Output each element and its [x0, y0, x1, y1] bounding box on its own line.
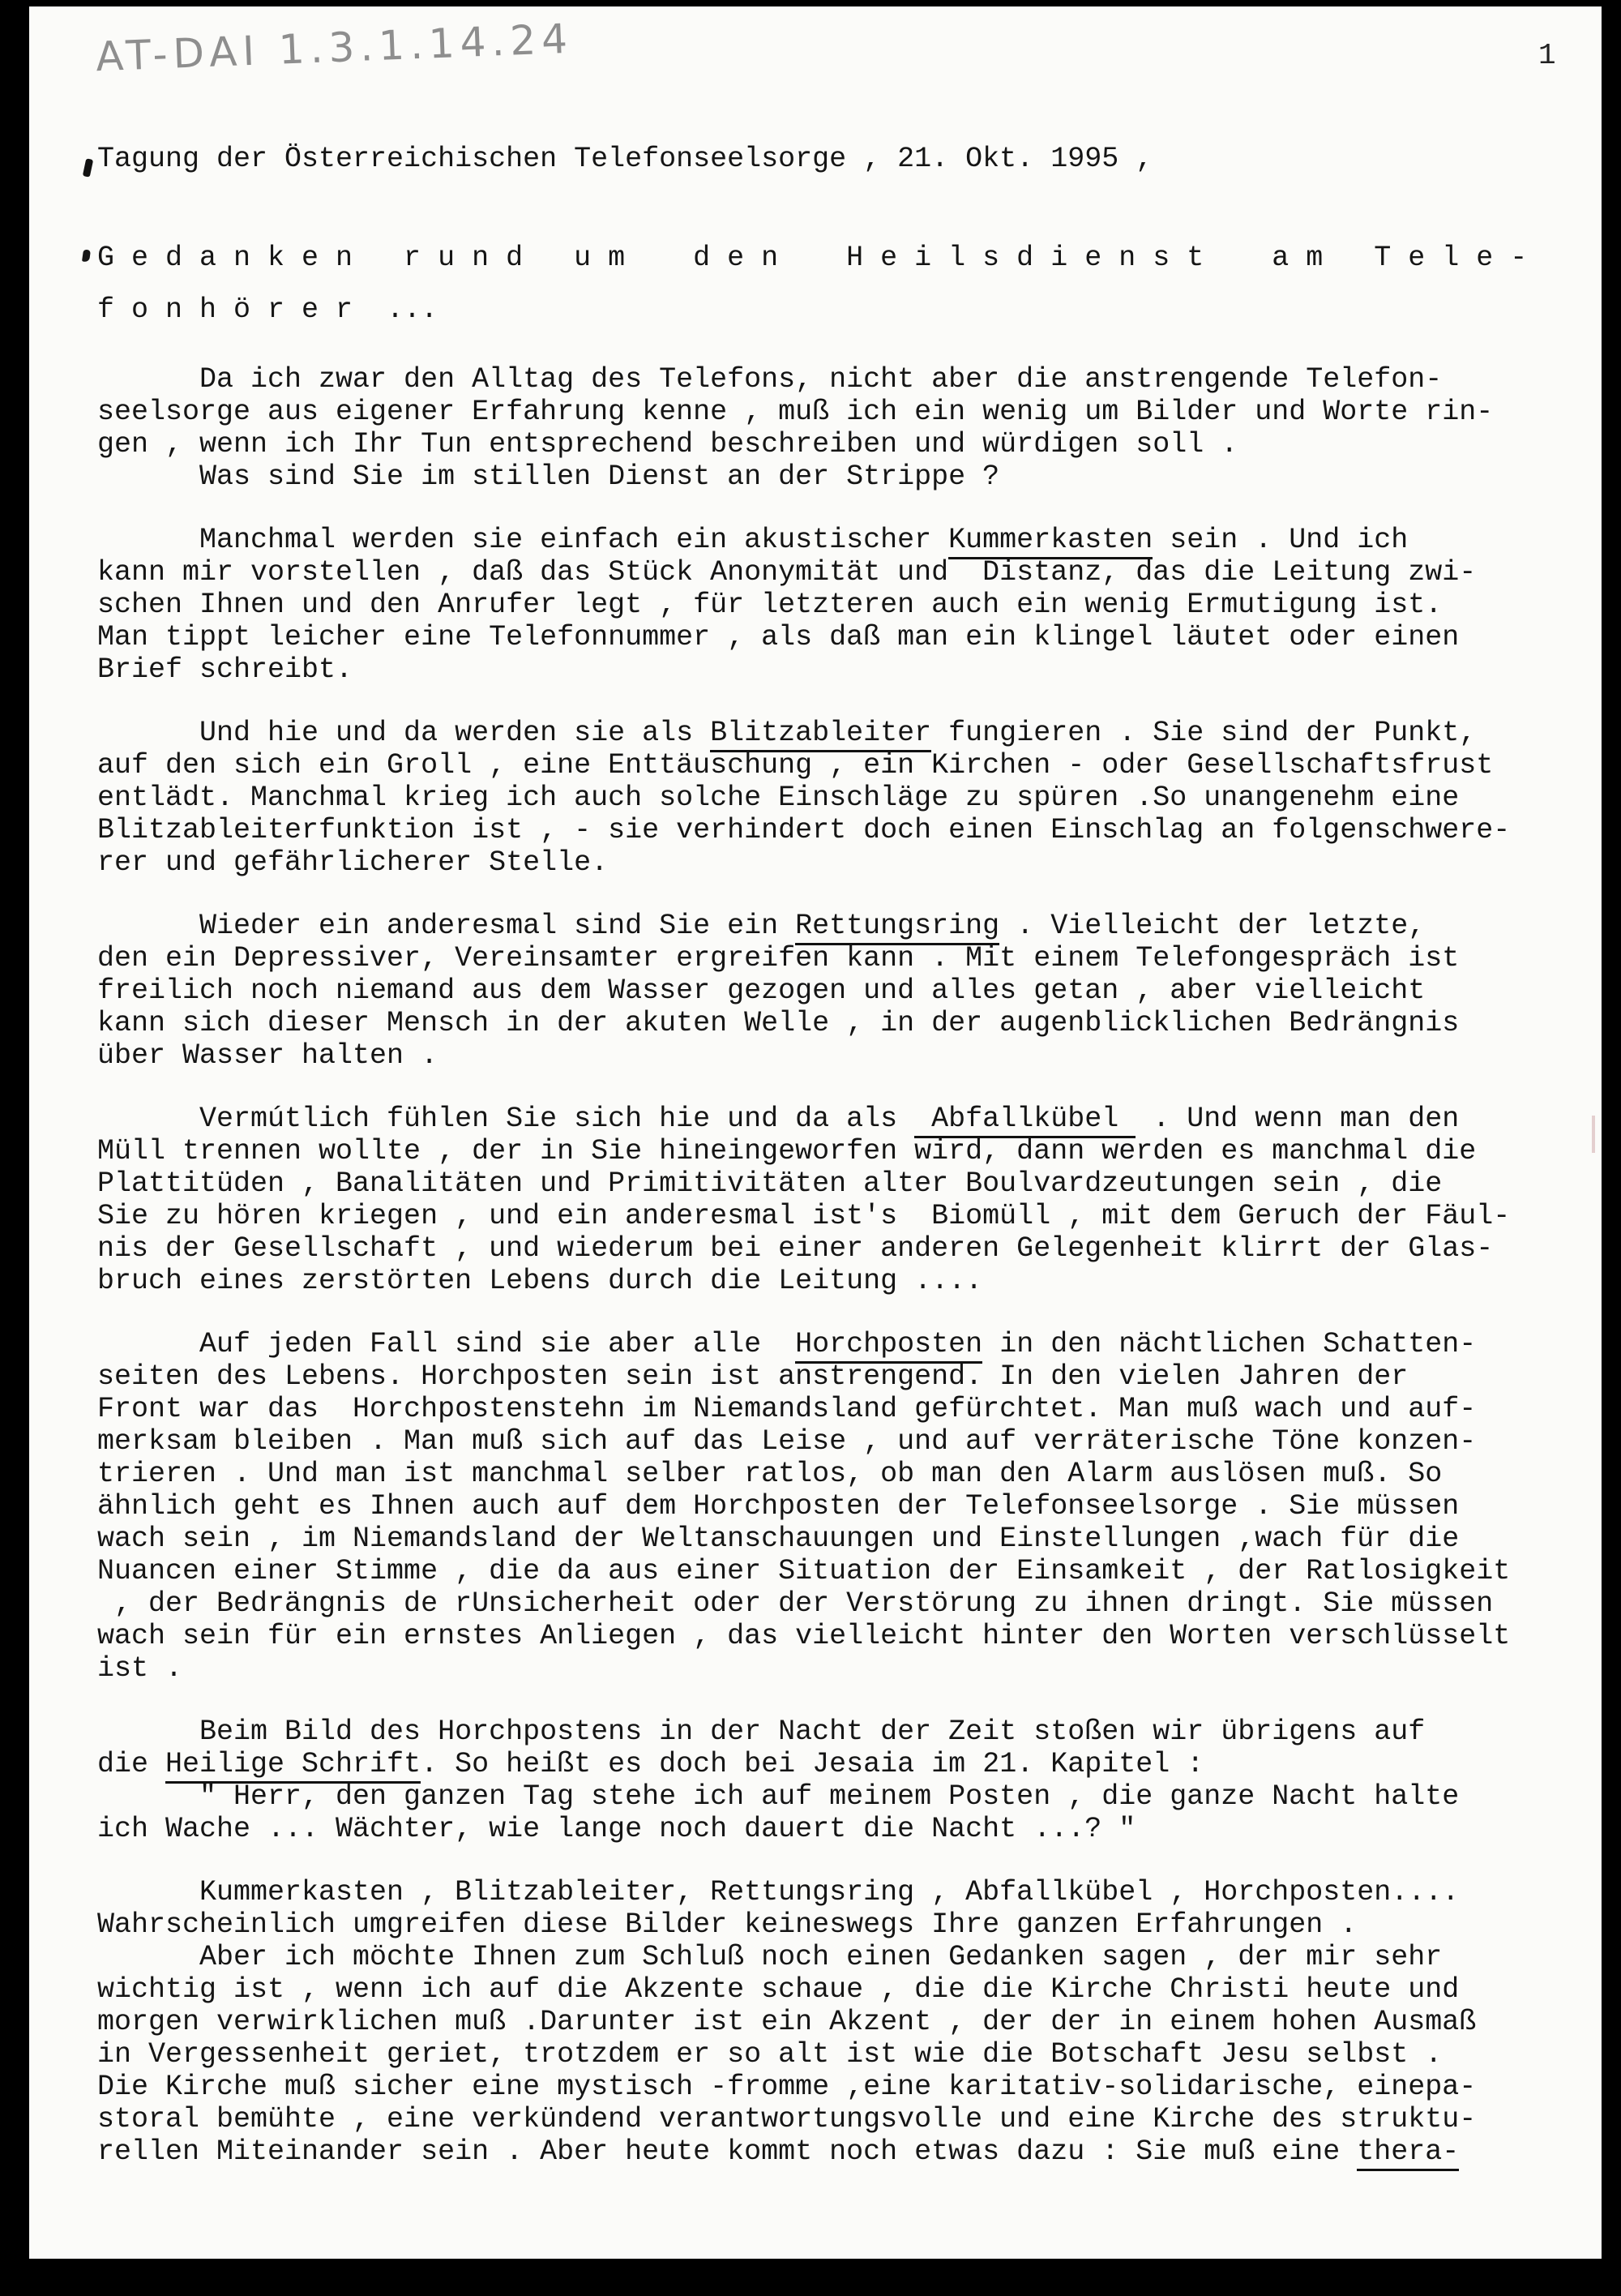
underlined-text: Heilige Schrift: [165, 1748, 421, 1784]
paragraph: [97, 1328, 1589, 1685]
text-line: " Herr, den ganzen Tag stehe ich auf meinem Posten , die ganze Nacht halte: [97, 1780, 1460, 1813]
text-line: Manchmal werden sie einfach ein akustischer Kummerkasten sein . Und ich: [97, 524, 1589, 556]
text-line: morgen verwirklichen muß .Darunter ist ein Akzent , der der in einem hohen Ausmaß: [97, 2006, 1477, 2038]
paragraph: [97, 1103, 1589, 1297]
text-line: Sie zu hören kriegen , und ein anderesmal ist's Biomüll , mit dem Geruch der Fäul-: [97, 1200, 1511, 1232]
text-line: Kummerkasten , Blitzableiter, Rettungsring , Abfallkübel , Horchposten....: [97, 1876, 1460, 1908]
document-body: [97, 363, 1589, 2168]
text-line: ähnlich geht es Ihnen auch auf dem Horchposten der Telefonseelsorge . Sie müssen: [97, 1490, 1460, 1523]
underlined-text: Abfallkübel: [914, 1103, 1136, 1138]
text-line: wichtig ist , wenn ich auf die Akzente schaue , die die Kirche Christi heute und: [97, 1973, 1460, 2006]
text-line: seelsorge aus eigener Erfahrung kenne , muß ich ein wenig um Bilder und Worte rin-: [97, 396, 1494, 428]
paragraph: [97, 1876, 1589, 2168]
text-line: auf den sich ein Groll , eine Enttäuschung , ein Kirchen - oder Gesellschaftsfrust: [97, 749, 1494, 782]
text-line: gen , wenn ich Ihr Tun entsprechend beschreiben und würdigen soll .: [97, 428, 1238, 460]
paragraph: [97, 717, 1589, 879]
handwritten-archive-annotation: AT-DAI 1.3.1.14.24: [95, 15, 574, 81]
text-line: Blitzableiterfunktion ist , - sie verhindert doch einen Einschlag an folgenschwere-: [97, 814, 1511, 846]
text-line: Wahrscheinlich umgreifen diese Bilder keineswegs Ihre ganzen Erfahrungen .: [97, 1908, 1358, 1941]
text-line: Vermútlich fühlen Sie sich hie und da als Abfallkübel . Und wenn man den: [97, 1103, 1589, 1135]
scanned-page: [29, 6, 1602, 2259]
text-line: Da ich zwar den Alltag des Telefons, nicht aber die anstrengende Telefon-: [97, 363, 1443, 396]
text-line: Brief schreibt.: [97, 653, 353, 686]
document-heading-line-1: G e d a n k e n r u n d u m d e n H e i l s d i e n s t a m T e l e -: [97, 242, 1528, 274]
text-line: Und hie und da werden sie als Blitzableiter fungieren . Sie sind der Punkt,: [97, 717, 1589, 749]
text-line: Müll trennen wollte , der in Sie hineingeworfen wird, dann werden es manchmal die: [97, 1135, 1477, 1167]
text-line: ich Wache ... Wächter, wie lange noch dauert die Nacht ...? ": [97, 1813, 1136, 1845]
text-line: ist .: [97, 1652, 183, 1685]
underlined-text: Horchposten: [795, 1328, 982, 1364]
text-line: seiten des Lebens. Horchposten sein ist anstrengend. In den vielen Jahren der: [97, 1360, 1409, 1393]
text-line: Was sind Sie im stillen Dienst an der Strippe ?: [97, 460, 1000, 493]
text-line: entlädt. Manchmal krieg ich auch solche Einschläge zu spüren .So unangenehm eine: [97, 782, 1460, 814]
text-line: die Heilige Schrift. So heißt es doch bei Jesaia im 21. Kapitel :: [97, 1748, 1589, 1780]
page-number: 1: [1538, 39, 1556, 72]
text-line: Aber ich möchte Ihnen zum Schluß noch einen Gedanken sagen , der mir sehr: [97, 1941, 1443, 1973]
text-line: in Vergessenheit geriet, trotzdem er so alt ist wie die Botschaft Jesu selbst .: [97, 2038, 1443, 2071]
text-line: Nuancen einer Stimme , die da aus einer Situation der Einsamkeit , der Ratlosigkeit: [97, 1555, 1511, 1587]
text-line: trieren . Und man ist manchmal selber ratlos, ob man den Alarm auslösen muß. So: [97, 1458, 1443, 1490]
document-title: Tagung der Österreichischen Telefonseelsorge , 21. Okt. 1995 ,: [97, 143, 1153, 175]
underlined-text: thera-: [1357, 2135, 1459, 2171]
text-line: Wieder ein anderesmal sind Sie ein Rettungsring . Vielleicht der letzte,: [97, 910, 1589, 942]
paragraph: [97, 524, 1589, 686]
text-line: kann mir vorstellen , daß das Stück Anonymität und Distanz, das die Leitung zwi-: [97, 556, 1477, 589]
scan-crease: [1592, 1116, 1595, 1153]
text-line: merksam bleiben . Man muß sich auf das Leise , und auf verräterische Töne konzen-: [97, 1425, 1477, 1458]
text-line: Plattitüden , Banalitäten und Primitivitäten alter Boulvardzeutungen sein , die: [97, 1167, 1443, 1200]
scan-speck: [83, 158, 93, 177]
document-heading-line-2: f o n h ö r e r ...: [97, 293, 438, 326]
text-line: Auf jeden Fall sind sie aber alle Horchposten in den nächtlichen Schatten-: [97, 1328, 1589, 1360]
underlined-text: Blitzableiter: [710, 717, 931, 752]
text-line: Die Kirche muß sicher eine mystisch -fromme ,eine karitativ-solidarische, einepa-: [97, 2071, 1477, 2103]
text-line: rellen Miteinander sein . Aber heute kommt noch etwas dazu : Sie muß eine thera-: [97, 2135, 1589, 2168]
text-line: storal bemühte , eine verkündend verantwortungsvolle und eine Kirche des struktu-: [97, 2103, 1477, 2135]
text-line: Beim Bild des Horchpostens in der Nacht der Zeit stoßen wir übrigens auf: [97, 1716, 1426, 1748]
text-line: nis der Gesellschaft , und wiederum bei einer anderen Gelegenheit klirrt der Glas-: [97, 1232, 1494, 1265]
text-line: bruch eines zerstörten Lebens durch die Leitung ....: [97, 1265, 983, 1297]
text-line: über Wasser halten .: [97, 1039, 438, 1072]
text-line: kann sich dieser Mensch in der akuten Welle , in der augenblicklichen Bedrängnis: [97, 1007, 1460, 1039]
text-line: schen Ihnen und den Anrufer legt , für letzteren auch ein wenig Ermutigung ist.: [97, 589, 1443, 621]
paragraph: [97, 1716, 1589, 1845]
text-line: freilich noch niemand aus dem Wasser gezogen und alles getan , aber vielleicht: [97, 975, 1426, 1007]
paragraph: [97, 363, 1589, 493]
text-line: wach sein , im Niemandsland der Weltanschauungen und Einstellungen ,wach für die: [97, 1523, 1460, 1555]
text-line: , der Bedrängnis de rUnsicherheit oder der Verstörung zu ihnen dringt. Sie müssen: [97, 1587, 1494, 1620]
text-line: Front war das Horchpostenstehn im Niemandsland gefürchtet. Man muß wach und auf-: [97, 1393, 1477, 1425]
text-line: wach sein für ein ernstes Anliegen , das vielleicht hinter den Worten verschlüsselt: [97, 1620, 1511, 1652]
underlined-text: Kummerkasten: [948, 524, 1153, 559]
underlined-text: Rettungsring: [795, 910, 999, 945]
paragraph: [97, 910, 1589, 1072]
text-line: Man tippt leicher eine Telefonnummer , als daß man ein klingel läutet oder einen: [97, 621, 1460, 653]
text-line: rer und gefährlicherer Stelle.: [97, 846, 609, 879]
scan-speck: [82, 249, 91, 262]
text-line: den ein Depressiver, Vereinsamter ergreifen kann . Mit einem Telefongespräch ist: [97, 942, 1460, 975]
document-content: [97, 143, 1589, 2168]
